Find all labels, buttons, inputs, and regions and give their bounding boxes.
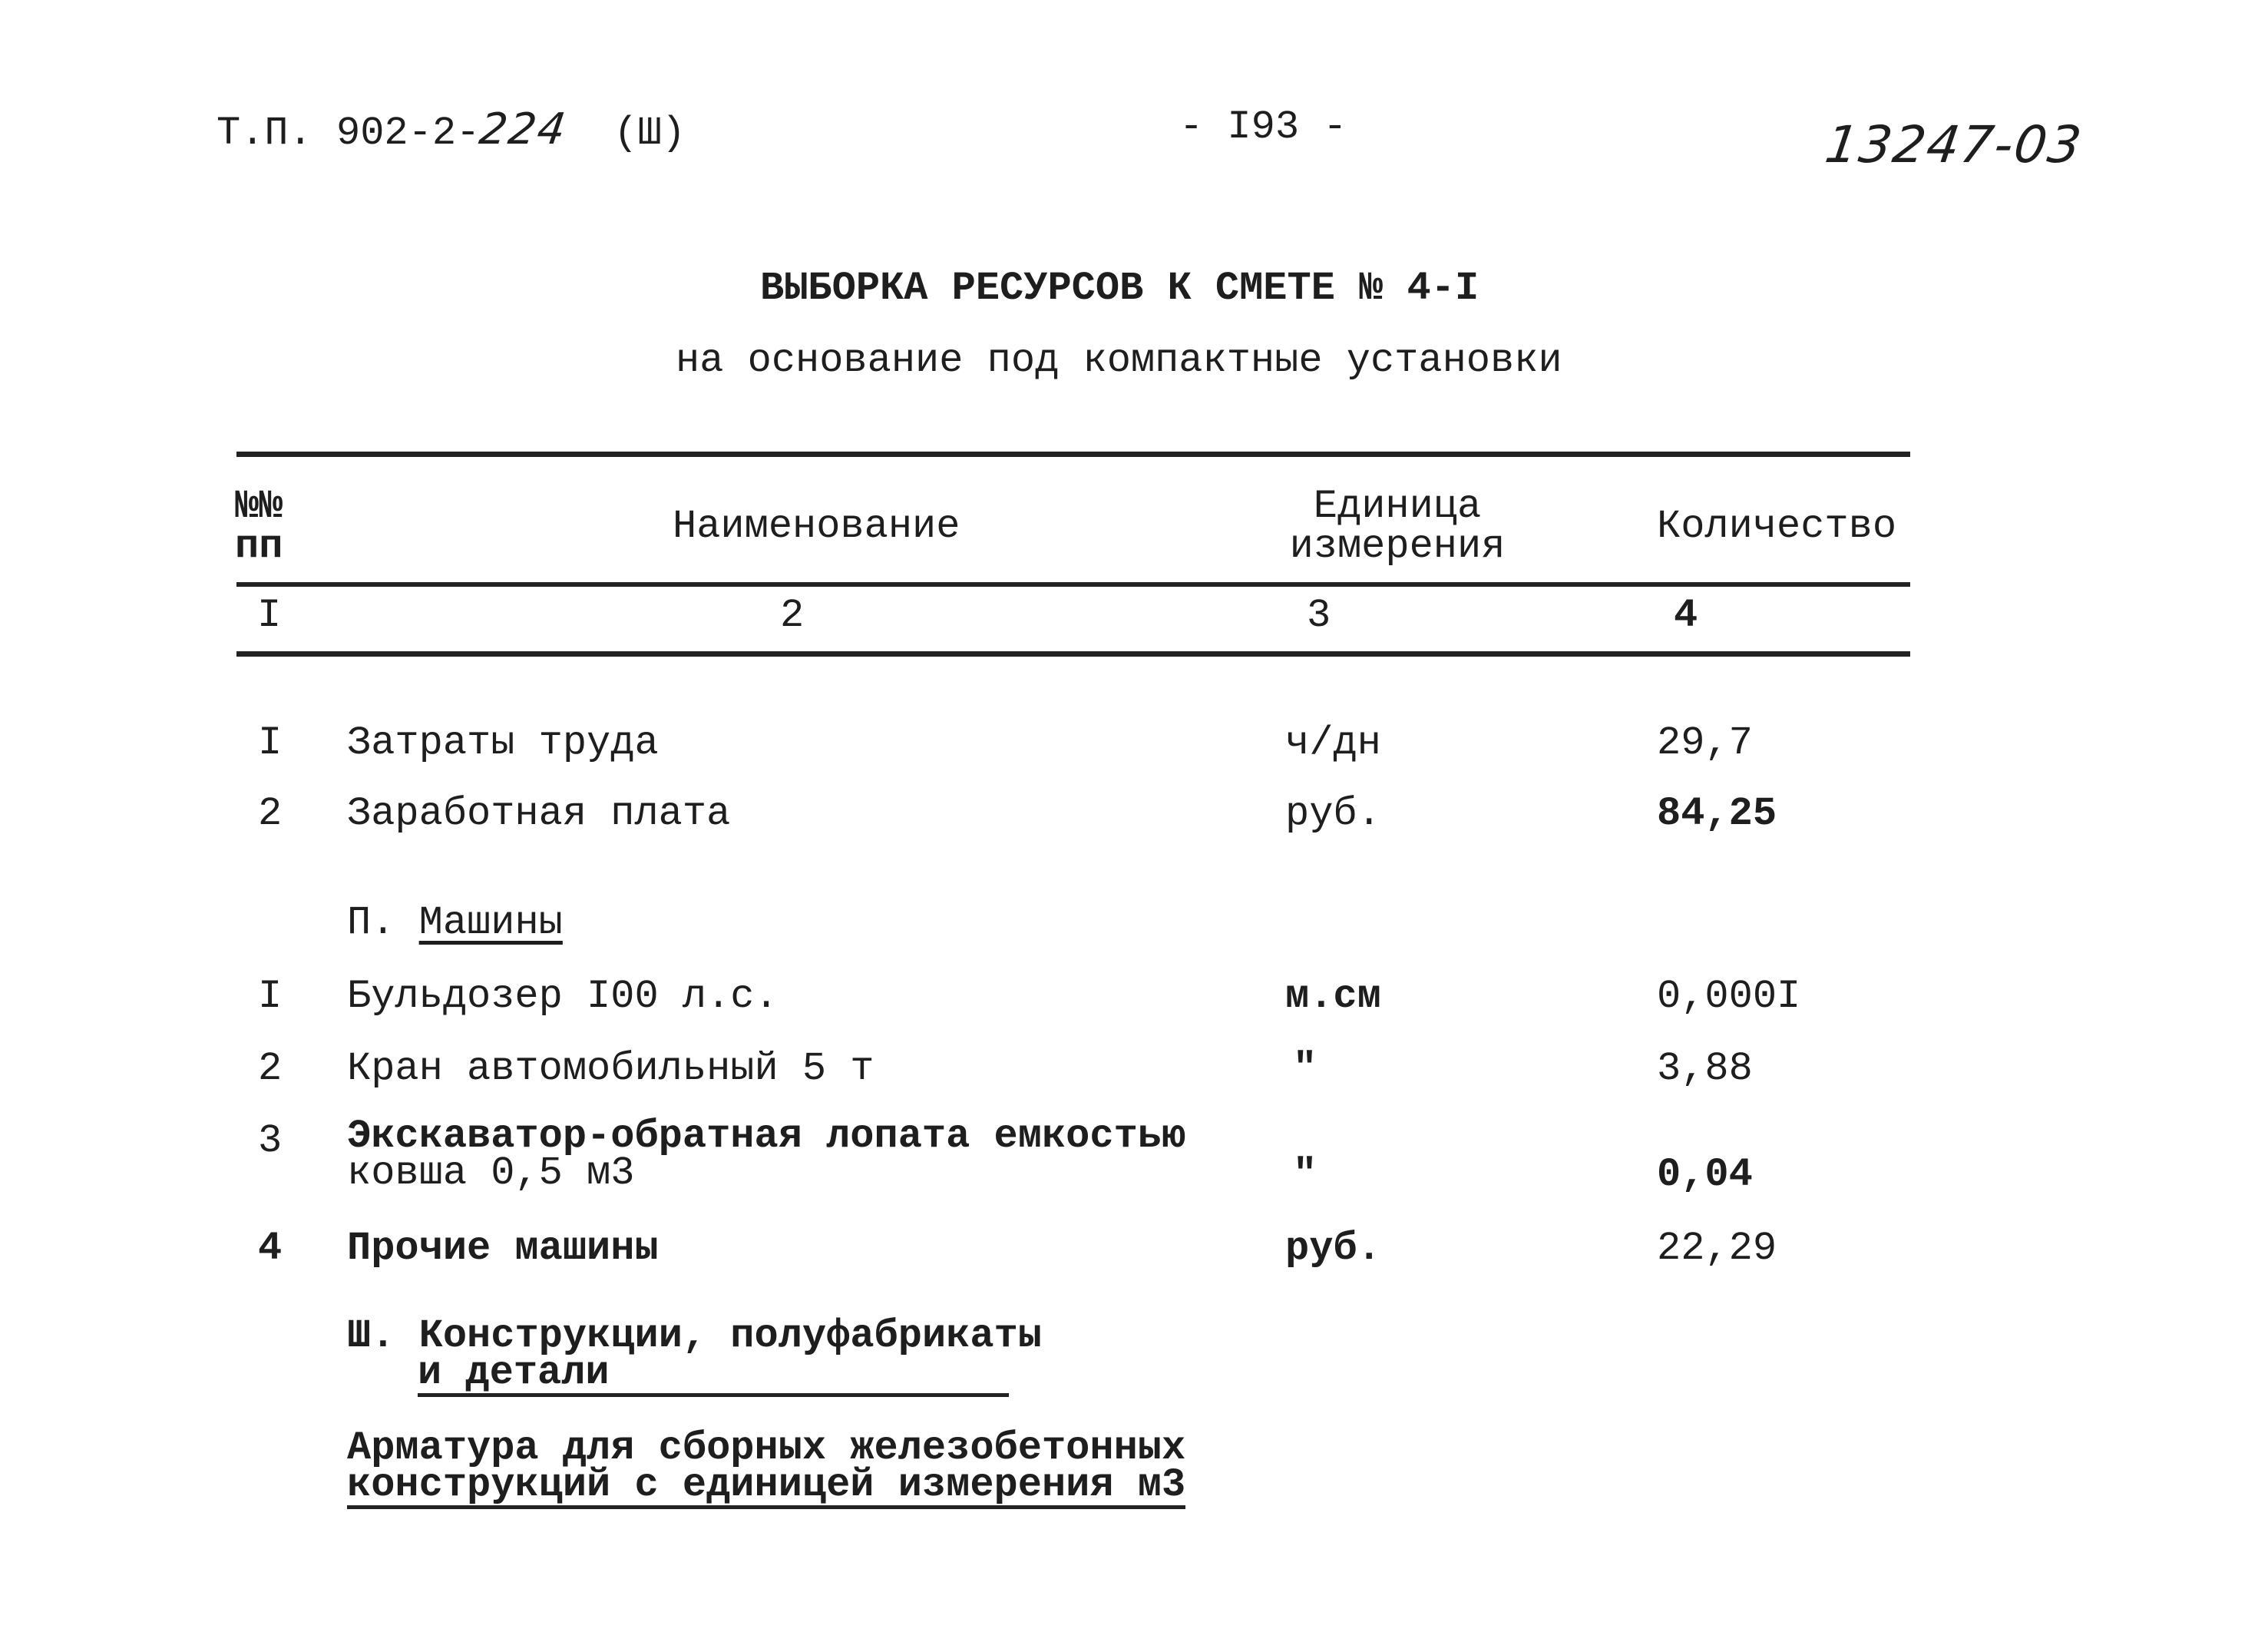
document-code [217, 104, 686, 156]
document-volume: (Ш) [613, 111, 686, 156]
row-name: Затраты труда [347, 720, 659, 766]
row-num: 4 [258, 1226, 283, 1271]
section-machines [347, 900, 563, 945]
subsection-armature-line1: Арматура для сборных железобетонных [347, 1425, 1186, 1471]
header-unit-line1: Единица [1313, 484, 1482, 529]
page-subtitle: на основание под компактные установки [676, 338, 1562, 383]
section-constructions [347, 1313, 1042, 1397]
column-number: 3 [1307, 593, 1331, 638]
column-number: 4 [1674, 593, 1698, 638]
row-qty: 3,88 [1657, 1046, 1753, 1091]
page-number: - I93 - [1179, 104, 1347, 150]
column-number: I [257, 593, 282, 638]
row-name-line1: Экскаватор-обратная лопата емкостью [347, 1114, 1186, 1159]
row-name: Бульдозер I00 л.с. [347, 974, 779, 1019]
section-prefix: П. [347, 900, 395, 945]
row-name: Кран автомобильный 5 т [347, 1046, 874, 1091]
row-num: 2 [258, 1046, 283, 1091]
page-title: ВЫБОРКА РЕСУРСОВ К СМЕТЕ № 4-I [760, 266, 1479, 311]
archive-number: 13247-03 [1821, 115, 2087, 174]
header-unit [1275, 484, 1520, 569]
row-qty: 0,000I [1657, 974, 1801, 1019]
row-name: Заработная плата [347, 791, 731, 836]
column-number: 2 [780, 593, 805, 638]
row-num: I [258, 974, 283, 1019]
header-num-line2: пп [235, 524, 283, 569]
row-qty: 29,7 [1657, 720, 1753, 766]
document-code-prefix: Т.П. 902-2- [217, 111, 481, 156]
row-unit: " [1293, 1152, 1317, 1197]
row-unit: руб. [1285, 791, 1381, 836]
section-prefix: Ш. [347, 1313, 395, 1359]
row-qty: 0,04 [1657, 1152, 1753, 1197]
document-code-handwritten: 224 [476, 104, 570, 154]
row-qty: 84,25 [1657, 791, 1777, 836]
row-qty: 22,29 [1657, 1226, 1777, 1271]
row-unit: м.см [1285, 974, 1381, 1019]
row-num: I [258, 720, 283, 766]
row-unit: " [1293, 1046, 1317, 1091]
header-qty: Количество [1657, 504, 1897, 549]
table-colnum-rule [236, 651, 1910, 657]
section-title: Машины [418, 900, 563, 945]
row-name: Прочие машины [347, 1226, 659, 1271]
row-name [347, 1114, 1186, 1196]
row-num: 2 [258, 791, 283, 836]
row-unit: руб. [1285, 1226, 1381, 1271]
subsection-armature [347, 1425, 1186, 1509]
row-num: 3 [258, 1118, 283, 1164]
table-top-rule [236, 452, 1910, 457]
header-num-line1: №№ [235, 484, 283, 529]
header-num [235, 484, 283, 569]
subsection-armature-line2: конструкций с единицей измерения м3 [347, 1462, 1186, 1508]
header-unit-line2: измерения [1289, 524, 1506, 569]
row-name-line2: ковша 0,5 м3 [347, 1150, 635, 1196]
row-unit: ч/дн [1285, 720, 1381, 766]
header-name: Наименование [673, 504, 960, 549]
section-title-line1: Конструкции, полуфабрикаты [418, 1313, 1042, 1359]
table-header-rule [236, 582, 1910, 587]
section-title-line2: и детали [418, 1355, 1009, 1397]
